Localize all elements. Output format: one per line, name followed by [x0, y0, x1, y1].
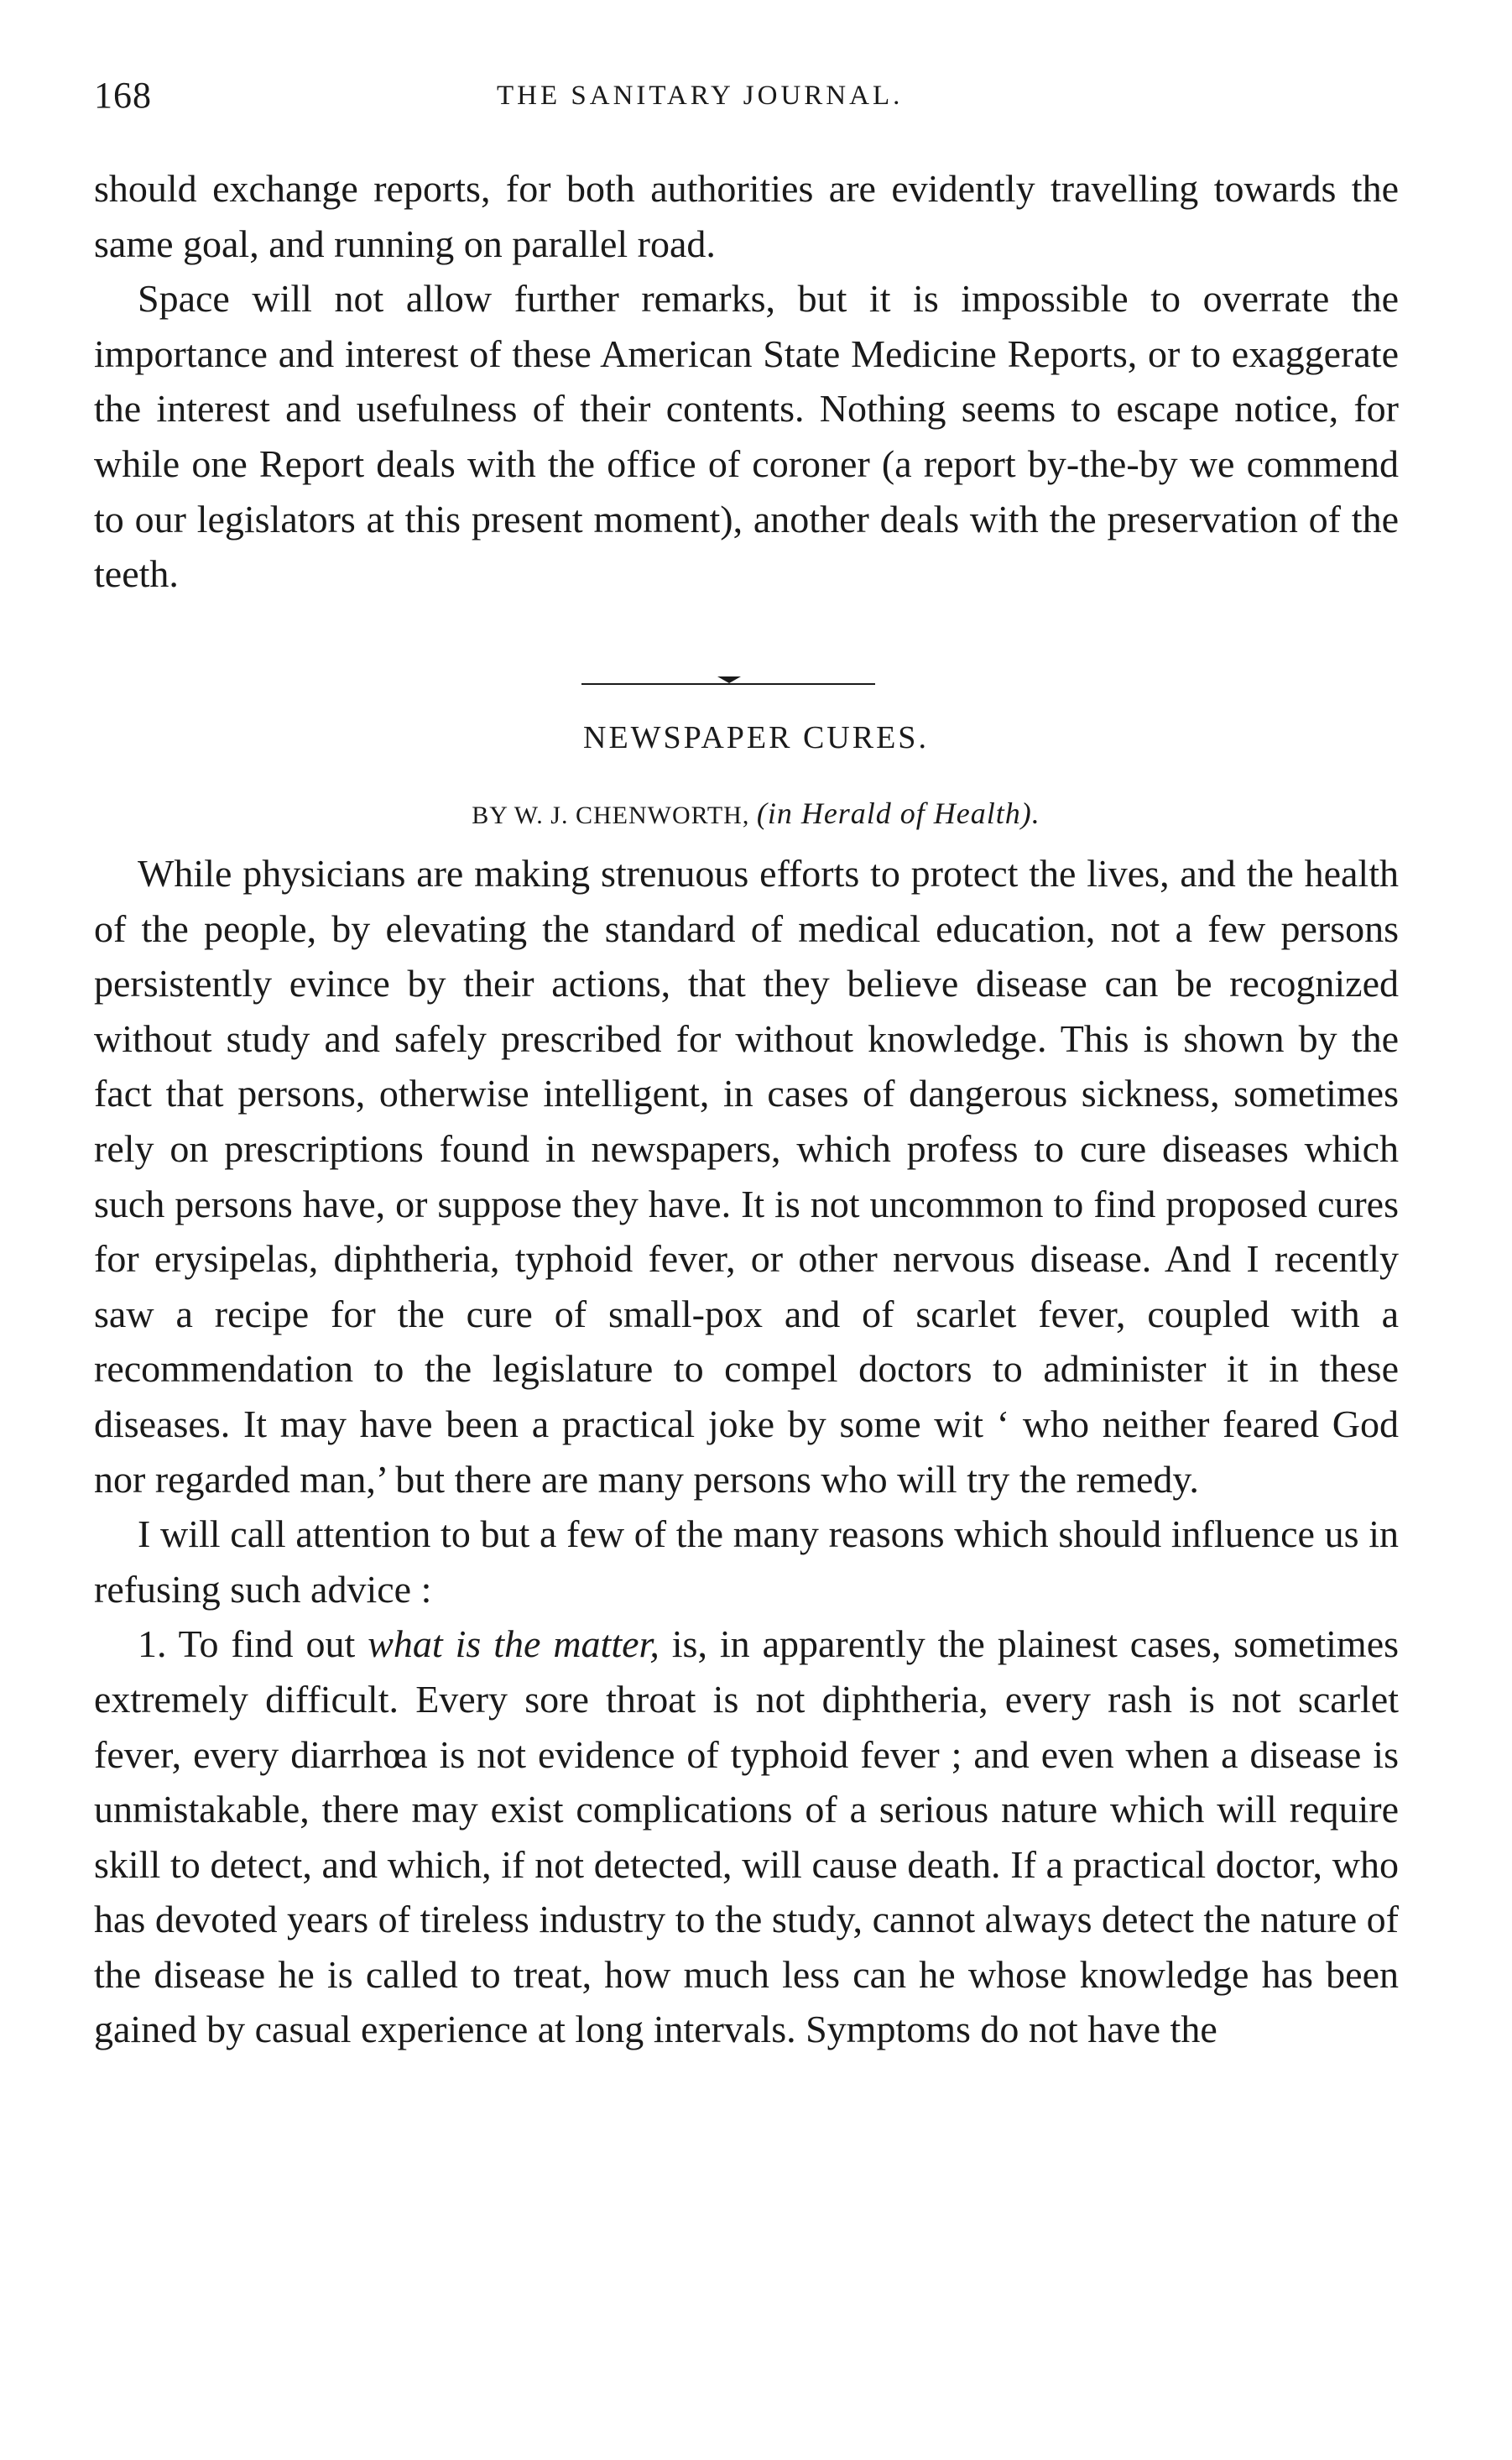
- article-body: [94, 846, 1399, 2057]
- point-1-paragraph: [94, 1616, 1399, 2057]
- continuation-paragraph: should exchange reports, for both authorities are evidently travelling towards the same goal, and running on parallel road.: [94, 167, 1399, 265]
- byline-source: (in Herald of Health).: [756, 796, 1040, 830]
- journal-title: THE SANITARY JOURNAL.: [497, 81, 904, 111]
- article-paragraph-2: I will call attention to but a few of the many reasons which should influence us in refusing such advice :: [94, 1512, 1399, 1611]
- article-paragraph-1: While physicians are making strenuous efforts to protect the lives, and the health of the people, by elevating the standard of medical education, not a few persons persistently evince by their actions, that they believe disease can be recognized without study and safely prescribed for without knowledge. This is shown by the fact that persons, otherwise intelligent, in cases of dangerous sickness, sometimes rely on prescriptions found in newspapers, which profess to cure diseases which such persons have, or suppose they have. It is not uncommon to find proposed cures for erysipelas, diphtheria, typhoid fever, or other nervous disease. And I recently saw a recipe for the cure of small-pox and of scarlet fever, coupled with a recommendation to the legislature to compel doctors to administer it in these diseases. It may have been a practical joke by some wit ‘ who neither feared God nor regarded man,’ but there are many persons who will try the remedy.: [94, 852, 1399, 1501]
- running-head: [94, 74, 1395, 124]
- point-1-number: 1.: [138, 1622, 167, 1666]
- point-1-emphasis: what is the matter,: [368, 1622, 660, 1666]
- point-1-lead: To find out: [178, 1622, 356, 1666]
- page-number: 168: [94, 75, 152, 116]
- point-1-text: is, in apparently the plainest cases, sometimes extremely difficult. Every sore throat is not diphtheria, every rash is not scarlet fever, every diarrhœa is not evidence of typhoid fever ; and even when a disease is unmistakable, there may exist complications of a serious nature which will require skill to detect, and which, if not detected, will cause death. If a practical doctor, who has devoted years of tireless industry to the study, cannot always detect the nature of the disease he is called to treat, how much less can he whose knowledge has been gained by casual experience at long intervals. Symptoms do not have the: [94, 1622, 1400, 2051]
- article-title: NEWSPAPER CURES.: [583, 720, 929, 755]
- intro-text-block: [94, 161, 1399, 602]
- intro-paragraph: Space will not allow further remarks, but it is impossible to overrate the importance and interest of these American State Medicine Reports, or to exaggerate the interest and usefulness of their contents. Nothing seems to escape notice, for while one Report deals with the office of coroner (a report by-the-by we commend to our legislators at this present moment), another deals with the preservation of the teeth.: [94, 277, 1399, 596]
- byline-author: BY W. J. CHENWORTH,: [472, 802, 750, 829]
- section-divider-rule: [581, 683, 875, 685]
- divider-ornament: [717, 676, 741, 683]
- article-byline: [0, 796, 1512, 831]
